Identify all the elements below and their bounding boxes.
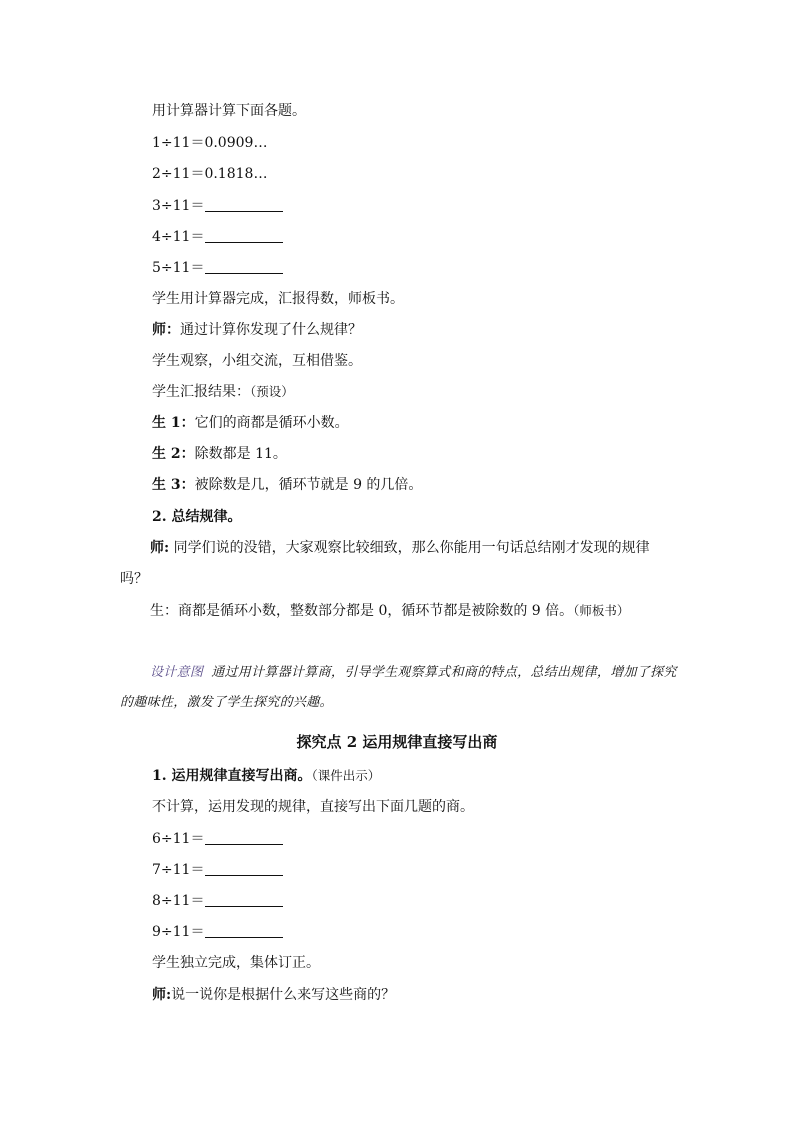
answer-blank[interactable] — [205, 892, 283, 907]
teacher-question-2 — [152, 985, 395, 1005]
instruction-text: 不计算，运用发现的规律，直接写出下面几题的商。 — [152, 799, 474, 815]
design-intent-tag: 设计意图 — [150, 665, 204, 680]
calc2-line-1 — [152, 829, 283, 849]
student-text: 它们的商都是循环小数。 — [194, 415, 349, 431]
speaker-label: 生 2： — [152, 446, 195, 462]
calc2-line-3 — [152, 891, 283, 911]
student-answer-paragraph — [120, 595, 680, 627]
student-2-line — [152, 444, 287, 464]
calc2-line-4 — [152, 922, 283, 942]
answer-blank[interactable] — [205, 830, 283, 845]
calc-expr: 8÷11＝ — [152, 893, 205, 909]
answer-blank[interactable] — [205, 259, 283, 274]
calc-answer: 0.0909… — [204, 135, 268, 151]
question-text: 通过计算你发现了什么规律？ — [180, 322, 362, 338]
section-heading: 探究点 2 运用规律直接写出商 — [296, 733, 498, 751]
calc-line-2 — [152, 164, 267, 184]
paragraph-text: 商都是循环小数，整数部分都是 0，循环节都是被除数的 9 倍。 — [178, 603, 574, 619]
item-note: （课件出示） — [311, 768, 381, 783]
student-3-line — [152, 475, 422, 495]
speaker-label: 生 3： — [152, 477, 195, 493]
board-note: （师板书） — [573, 603, 630, 618]
speaker-label: 师: — [150, 540, 170, 556]
speaker-label: 生 1： — [152, 415, 195, 431]
student-text: 被除数是几，循环节就是 9 的几倍。 — [194, 477, 423, 493]
teacher-question-1 — [152, 320, 362, 340]
calc-line-1 — [152, 133, 267, 153]
report-preset: （预设） — [250, 384, 294, 399]
observe-text: 学生观察，小组交流，互相借鉴。 — [152, 353, 362, 369]
item-title: 1. 运用规律直接写出商。 — [152, 768, 312, 784]
calc2-line-2 — [152, 860, 283, 880]
design-intent-paragraph — [120, 658, 680, 718]
speaker-label: 生： — [150, 603, 178, 619]
speaker-label: 师： — [152, 322, 180, 338]
question-text: 说一说你是根据什么来写这些商的？ — [171, 987, 396, 1003]
independent-text: 学生独立完成，集体订正。 — [152, 955, 320, 971]
students-calc-text: 学生用计算器完成，汇报得数，师板书。 — [152, 291, 404, 307]
calc-answer: 0.1818… — [204, 166, 268, 182]
calc-expr: 5÷11＝ — [152, 260, 205, 276]
calc-expr: 7÷11＝ — [152, 862, 205, 878]
calc-line-5 — [152, 258, 283, 278]
calc-expr: 9÷11＝ — [152, 924, 205, 940]
calc-expr: 2÷11＝ — [152, 166, 205, 182]
answer-blank[interactable] — [205, 228, 283, 243]
intro-text: 用计算器计算下面各题。 — [152, 103, 306, 119]
calc-expr: 1÷11＝ — [152, 135, 205, 151]
calc-line-4 — [152, 227, 283, 247]
teacher-summary-paragraph — [120, 533, 676, 595]
report-label: 学生汇报结果： — [152, 384, 250, 400]
calc-expr: 3÷11＝ — [152, 198, 205, 214]
design-intent-text: 通过用计算器计算商，引导学生观察算式和商的特点，总结出规律，增加了探究的趣味性，激发了学生探究的兴趣。 — [120, 665, 677, 710]
answer-blank[interactable] — [205, 923, 283, 938]
paragraph-text: 同学们说的没错，大家观察比较细致，那么你能用一句话总结刚才发现的规律吗？ — [120, 540, 650, 587]
summary-title: 2. 总结规律。 — [152, 509, 242, 525]
calc-line-3 — [152, 196, 283, 216]
student-1-line — [152, 413, 349, 433]
calc-expr: 4÷11＝ — [152, 229, 205, 245]
report-line — [152, 382, 294, 402]
answer-blank[interactable] — [205, 861, 283, 876]
student-text: 除数都是 11。 — [194, 446, 287, 462]
answer-blank[interactable] — [205, 197, 283, 212]
calc-expr: 6÷11＝ — [152, 831, 205, 847]
item-1-title-line — [152, 766, 380, 786]
speaker-label: 师: — [152, 987, 172, 1003]
